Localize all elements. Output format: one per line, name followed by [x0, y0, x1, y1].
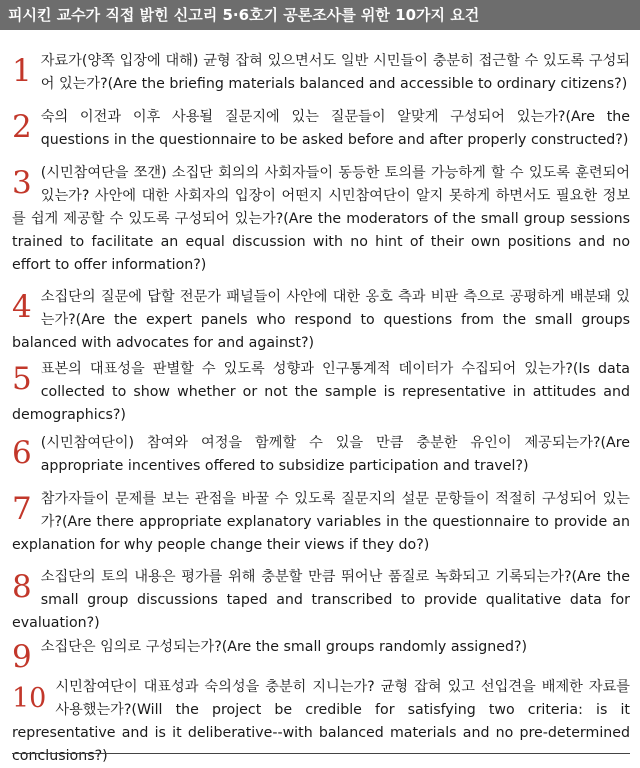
- requirement-number: 10: [12, 683, 47, 714]
- requirement-text: 참가자들이 문제를 보는 관점을 바꿀 수 있도록 질문지의 설문 문항들이 적절히 구성되어 있는가?(Are there appropriate explanatory variables in the questionnaire to provide an explanation for why people change their views if they do?): [12, 491, 630, 553]
- requirement-item-8: [12, 566, 630, 635]
- requirement-number: 3: [12, 165, 32, 201]
- requirement-item-9: [12, 636, 630, 675]
- requirement-text: 표본의 대표성을 판별할 수 있도록 성향과 인구통계적 데이터가 수집되어 있는가?(Is data collected to show whether or not the sample is representative in attitudes and demographics?): [12, 361, 630, 423]
- requirement-text: 숙의 이전과 이후 사용될 질문지에 있는 질문들이 알맞게 구성되어 있는가?(Are the questions in the questionnaire to be asked before and after properly constructed?): [40, 109, 630, 148]
- requirement-item-2: [12, 106, 630, 152]
- requirement-number: 5: [12, 361, 32, 397]
- requirement-text: (시민참여단이) 참여와 여정을 함께할 수 있을 만큼 충분한 유인이 제공되는가?(Are appropriate incentives offered to subsidize participation and travel?): [40, 435, 630, 474]
- requirement-item-5: [12, 358, 630, 427]
- requirement-item-1: [12, 50, 630, 96]
- requirement-item-3: [12, 162, 630, 277]
- requirement-text: 시민참여단이 대표성과 숙의성을 충분히 지니는가? 균형 잡혀 있고 선입견을 배제한 자료를 사용했는가?(Will the project be credible for satisfying two criteria: is it representative and is it deliberative--with balanced materials and no pre-determined conclusions?): [12, 679, 630, 764]
- requirement-item-6: [12, 432, 630, 478]
- requirement-item-7: [12, 488, 630, 557]
- requirement-text: 소집단의 질문에 답할 전문가 패널들이 사안에 대한 옹호 측과 비판 측으로 공평하게 배분돼 있는가?(Are the expert panels who respond to questions from the small groups balanced with advocates for and against?): [12, 289, 630, 351]
- requirement-number: 6: [12, 435, 32, 471]
- requirement-text: 자료가(양쪽 입장에 대해) 균형 잡혀 있으면서도 일반 시민들이 충분히 접근할 수 있도록 구성되어 있는가?(Are the briefing materials balanced and accessible to ordinary citizens?): [40, 53, 630, 92]
- requirement-number: 4: [12, 289, 32, 325]
- requirement-number: 9: [12, 639, 32, 675]
- bottom-divider: [12, 753, 630, 754]
- requirement-number: 1: [12, 53, 32, 89]
- requirement-text: 소집단은 임의로 구성되는가?(Are the small groups randomly assigned?): [40, 639, 528, 655]
- page-title: 피시킨 교수가 직접 밝힌 신고리 5·6호기 공론조사를 위한 10가지 요건: [0, 0, 640, 30]
- requirement-text: 소집단의 토의 내용은 평가를 위해 충분할 만큼 뛰어난 품질로 녹화되고 기록되는가?(Are the small group discussions taped and transcribed to provide qualitative data for evaluation?): [12, 569, 630, 631]
- requirement-number: 7: [12, 491, 32, 527]
- requirement-text: (시민참여단을 쪼갠) 소집단 회의의 사회자들이 동등한 토의를 가능하게 할 수 있도록 훈련되어 있는가? 사안에 대한 사회자의 입장이 어떤지 시민참여단이 알지 못하게 하면서도 필요한 정보를 쉽게 제공할 수 있도록 구성되어 있는가?(Are the moderators of the small group sessions trained to facilitate an equal discussion with no hint of their own positions and no effort to offer information?): [12, 165, 630, 273]
- requirement-number: 2: [12, 109, 32, 145]
- requirement-number: 8: [12, 569, 32, 605]
- requirement-item-10: [12, 676, 630, 768]
- requirement-item-4: [12, 286, 630, 355]
